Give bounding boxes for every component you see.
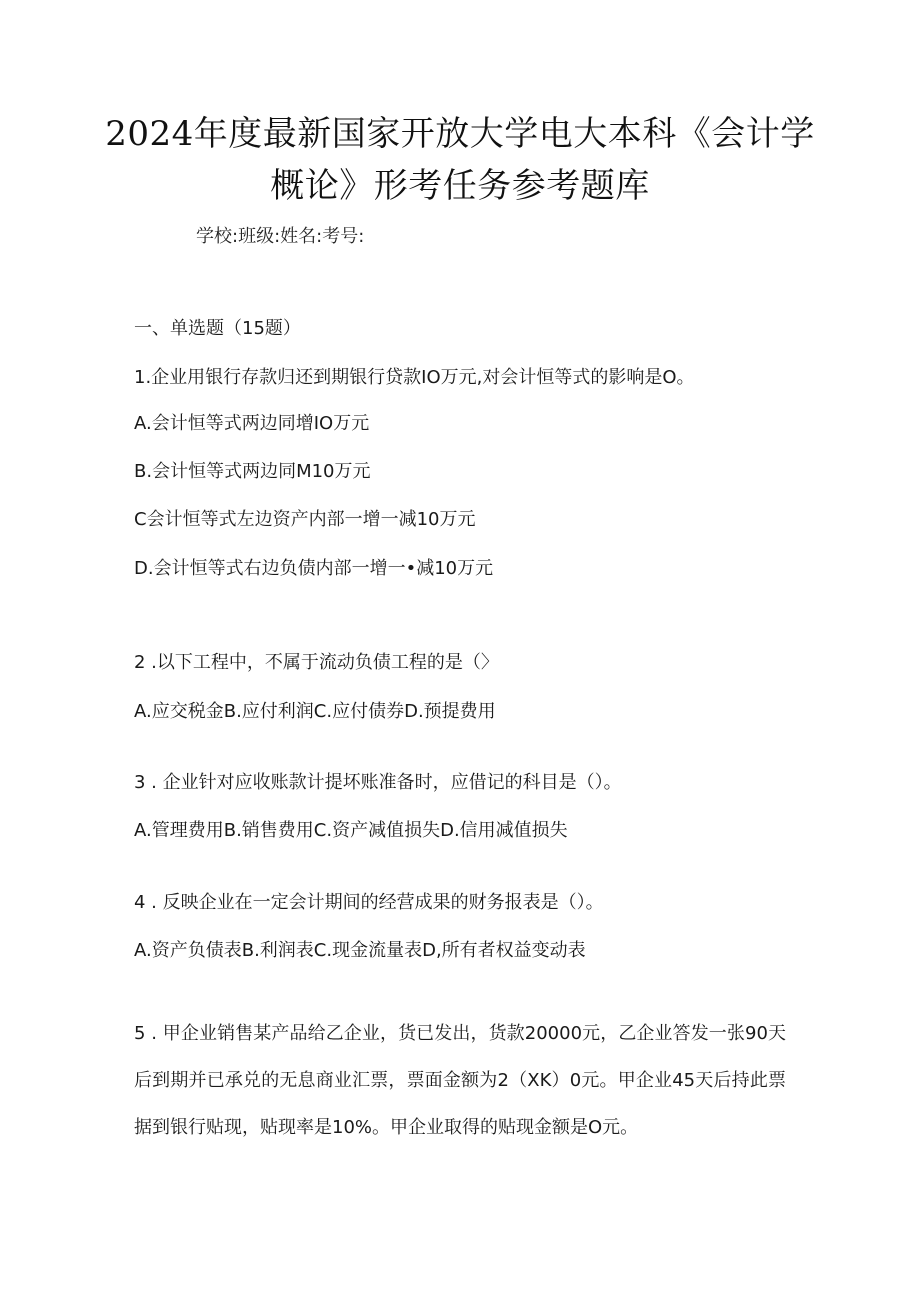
question-4-stem: 4 . 反映企业在一定会计期间的经营成果的财务报表是（）。 — [134, 892, 604, 913]
section-heading: 一、单选题（15题） — [134, 318, 301, 339]
question-2-stem: 2 .以下工程中，不属于流动负债工程的是（〉 — [134, 652, 499, 673]
question-3-options: A.管理费用B.销售费用C.资产减值损失D.信用减值损失 — [134, 820, 568, 841]
student-info-line: 学校:班级:姓名:考号: — [196, 226, 365, 247]
question-1-option-a: A.会计恒等式两边同增IO万元 — [134, 413, 370, 434]
question-1-option-c: C会计恒等式左边资产内部一增一减10万元 — [134, 509, 476, 530]
question-1-stem: 1.企业用银行存款归还到期银行贷款IO万元,对会计恒等式的影响是O。 — [134, 367, 695, 388]
question-2-options: A.应交税金B.应付利润C.应付债券D.预提费用 — [134, 701, 496, 722]
question-4-options: A.资产负债表B.利润表C.现金流量表D,所有者权益变动表 — [134, 940, 586, 961]
question-1-option-d: D.会计恒等式右边负债内部一增一•减10万元 — [134, 558, 494, 579]
question-1-option-b: B.会计恒等式两边同M10万元 — [134, 461, 371, 482]
question-5-stem: 5 . 甲企业销售某产品给乙企业，货已发出，货款20000元，乙企业答发一张90天后到期并已承兑的无息商业汇票，票面金额为2（XK）0元。甲企业45天后持此票据到银行贴现，贴现率是10%。甲企业取得的贴现金额是O元。 — [134, 1023, 786, 1138]
document-title: 2024年度最新国家开放大学电大本科《会计学概论》形考任务参考题库 — [105, 114, 815, 206]
question-3-stem: 3 . 企业针对应收账款计提坏账准备时，应借记的科目是（）。 — [134, 772, 622, 793]
